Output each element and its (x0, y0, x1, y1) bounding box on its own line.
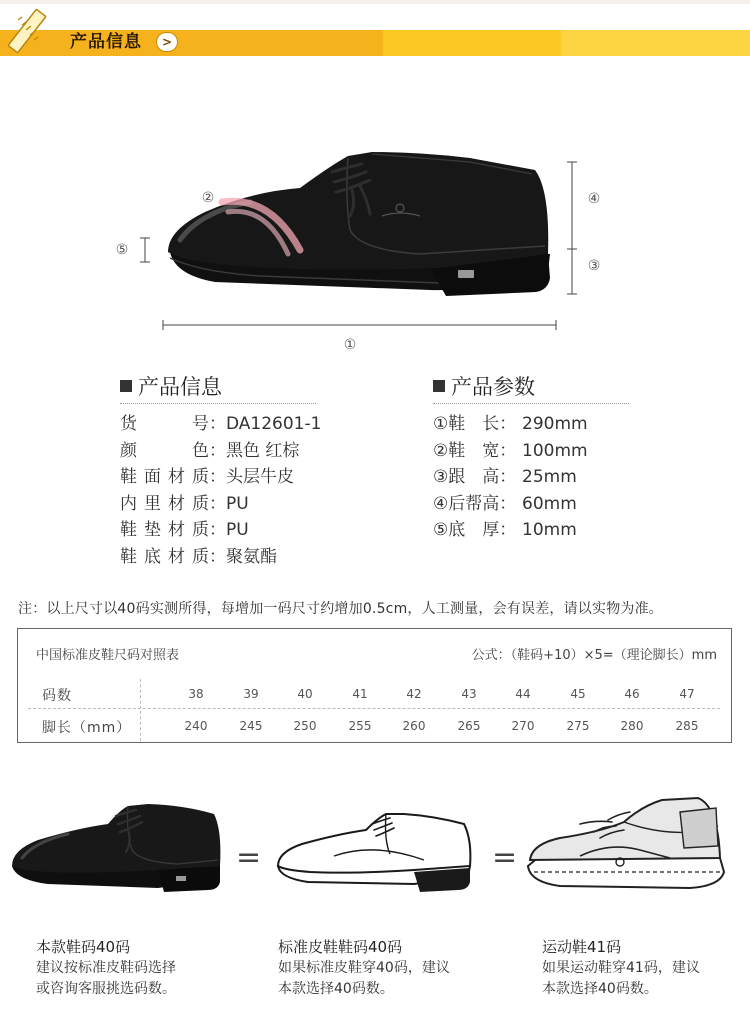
table-cell: 40 (297, 687, 313, 701)
comparison-desc: 或咨询客服挑选码数。 (36, 981, 176, 997)
info-row: 颜色：黑色 红棕 (120, 438, 321, 465)
comparison-desc: 建议按标准皮鞋码选择 (36, 960, 176, 976)
table-cell: 250 (293, 719, 317, 733)
param-value: 290mm (522, 414, 588, 434)
table-cell: 265 (457, 719, 481, 733)
section-header (0, 0, 750, 58)
info-row: 鞋面材质：头层牛皮 (120, 464, 321, 491)
table-cell: 260 (402, 719, 426, 733)
comparison-desc: 如果标准皮鞋穿40码，建议 (278, 960, 450, 976)
label-shoe-width: ② (201, 190, 215, 206)
param-value: 100mm (522, 440, 588, 461)
param-value: 25mm (522, 467, 577, 488)
info-value: 聚氨酯 (226, 546, 277, 567)
comparison-title: 运动鞋41码 (542, 938, 622, 956)
comparison-item-sneaker (542, 936, 700, 1000)
table-cell: 270 (511, 719, 535, 733)
info-row: 货号：DA12601-1 (120, 411, 321, 438)
row-label: 脚长（mm） (42, 720, 132, 736)
info-key: 货号 (120, 414, 209, 434)
param-key: ①鞋 长： (433, 414, 517, 434)
info-key: 鞋底材质 (120, 546, 209, 567)
header-top-line (0, 0, 750, 4)
info-value: PU (226, 493, 249, 514)
ruler-icon (4, 6, 54, 56)
label-back-height: ④ (587, 191, 601, 207)
square-bullet-icon (433, 380, 445, 392)
sneaker-sketch-icon (520, 796, 730, 896)
comparison-desc: 本款选择40码数。 (278, 981, 394, 997)
equals-sign: = (236, 840, 262, 875)
table-cell: 42 (406, 687, 422, 701)
product-params-title (433, 374, 535, 400)
product-info-title (120, 374, 222, 400)
info-value: 黑色 红棕 (226, 440, 300, 461)
table-cell: 46 (624, 687, 640, 701)
row-label: 码数 (42, 688, 72, 704)
square-bullet-icon (120, 380, 132, 392)
comparison-desc: 本款选择40码数。 (542, 981, 658, 997)
param-row (433, 464, 588, 491)
table-cell: 47 (679, 687, 695, 701)
param-key: ④后帮高： (433, 493, 517, 514)
param-row (433, 491, 588, 518)
param-key: ⑤底 厚： (433, 520, 517, 541)
table-cell: 245 (239, 719, 263, 733)
product-info-divider (120, 403, 316, 404)
param-row (433, 517, 588, 544)
equals-sign: = (492, 840, 518, 875)
comparison-title: 本款鞋码40码 (36, 938, 131, 956)
info-row: 鞋底材质：聚氨酯 (120, 544, 321, 571)
comparison-desc: 如果运动鞋穿41码，建议 (542, 960, 700, 976)
column-divider (140, 711, 141, 741)
table-cell: 280 (620, 719, 644, 733)
comparison-title: 标准皮鞋鞋码40码 (278, 938, 403, 956)
outline-dress-shoe-icon (274, 812, 474, 894)
shoe-dimension-diagram (0, 150, 750, 360)
table-row-size (28, 679, 720, 709)
table-cell: 255 (348, 719, 372, 733)
size-chart-table (17, 628, 732, 743)
table-cell: 275 (566, 719, 590, 733)
product-params-list (433, 411, 588, 544)
param-key: ②鞋 宽： (433, 440, 517, 461)
chevron-right-icon[interactable]: > (156, 32, 178, 52)
info-key: 鞋垫材质 (120, 520, 209, 541)
comparison-item-this-style (36, 936, 176, 1000)
info-value: 头层牛皮 (226, 467, 294, 488)
info-value: DA12601-1 (226, 414, 322, 434)
size-chart-formula: 公式：（鞋码+10）×5=（理论脚长）mm (471, 648, 717, 663)
label-shoe-length: ① (343, 337, 357, 353)
header-title: 产品信息 (70, 32, 142, 52)
table-cell: 45 (570, 687, 586, 701)
param-row (433, 411, 588, 438)
param-key: ③跟 高： (433, 467, 517, 488)
table-row-foot-length (28, 711, 720, 741)
label-sole-thickness: ⑤ (115, 242, 129, 258)
product-params-divider (433, 403, 629, 404)
param-value: 60mm (522, 493, 577, 514)
param-value: 10mm (522, 520, 577, 541)
info-value: PU (226, 520, 249, 541)
table-cell: 240 (184, 719, 208, 733)
product-params-title-text: 产品参数 (451, 375, 535, 399)
info-key: 颜色 (120, 440, 209, 461)
measurement-note: 注：以上尺寸以40码实测所得，每增加一码尺寸约增加0.5cm，人工测量，会有误差，请以实物为准。 (18, 601, 664, 617)
black-derby-shoe-icon (8, 800, 228, 900)
product-info-title-text: 产品信息 (138, 375, 222, 399)
info-row: 内里材质：PU (120, 491, 321, 518)
comparison-item-standard-leather (278, 936, 450, 1000)
column-divider (140, 679, 141, 709)
param-row (433, 438, 588, 465)
table-cell: 38 (188, 687, 204, 701)
info-key: 鞋面材质 (120, 467, 209, 488)
info-key: 内里材质 (120, 493, 209, 514)
size-chart-caption: 中国标准皮鞋尺码对照表 (36, 648, 180, 663)
table-cell: 41 (352, 687, 368, 701)
table-cell: 43 (461, 687, 477, 701)
table-cell: 44 (515, 687, 531, 701)
table-cell: 285 (675, 719, 699, 733)
product-info-list (120, 411, 321, 571)
info-row: 鞋垫材质：PU (120, 517, 321, 544)
table-cell: 39 (243, 687, 259, 701)
label-heel-height: ③ (587, 258, 601, 274)
